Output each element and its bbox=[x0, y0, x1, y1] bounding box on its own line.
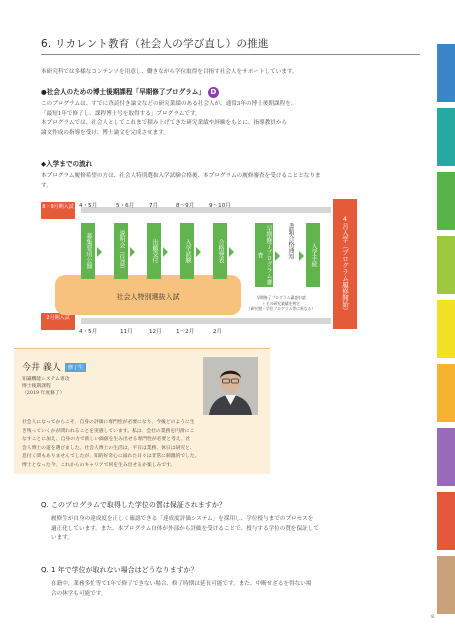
section-color-tabs bbox=[437, 44, 455, 620]
review-note-line: ＋その研究業績を判定 bbox=[262, 300, 300, 306]
step-enrollment-procedure: 入学手続 bbox=[306, 223, 320, 287]
step-exam: 入学試験 bbox=[180, 223, 194, 279]
april-entrance: 4月入学（プログラム履修開始） bbox=[333, 199, 357, 329]
step-result: 合格発表 bbox=[213, 223, 227, 279]
color-tab bbox=[437, 44, 455, 102]
program-line: 論文作成の指導を受け、博士論文を完成させます。 bbox=[41, 129, 169, 136]
month-label: 5・6月 bbox=[116, 203, 135, 209]
lane-label-top: 8・9月期入試 bbox=[41, 202, 75, 219]
arrow-right-icon bbox=[163, 247, 168, 257]
color-tab bbox=[437, 556, 455, 614]
flow-intro bbox=[41, 172, 416, 191]
graduate-badge: 修了生 bbox=[65, 363, 87, 372]
graduate-name-text: 今井 義人 bbox=[22, 363, 61, 373]
arrow-right-icon bbox=[130, 247, 135, 257]
color-tab bbox=[437, 364, 455, 422]
month-label: 12月 bbox=[149, 329, 162, 335]
review-note-line: （研究歴・学位プログラム等に異なる） bbox=[246, 306, 316, 311]
lane-label-bottom: 2月期入試 bbox=[41, 313, 75, 330]
page-title: 6. リカレント教育（社会人の学び直し）の推進 bbox=[41, 38, 269, 50]
faq-answer-line: 合の休学も可能です。 bbox=[51, 590, 107, 597]
document-pass-notice: 書類合格通知 bbox=[287, 223, 294, 259]
faq-answer bbox=[51, 515, 421, 544]
graduate-meta-line: （2019 年度修了） bbox=[22, 391, 65, 396]
graduate-comment bbox=[22, 419, 268, 471]
month-label: 4・5月 bbox=[79, 203, 98, 209]
graduate-comment-line: なすことに加え、自身の力で新しい価値を生み出せる専門性が必要と考え、社 bbox=[22, 437, 191, 443]
flow-heading: ◆入学までの流れ bbox=[41, 160, 93, 168]
flow-intro-line: す。 bbox=[41, 182, 52, 189]
doctoral-badge: D bbox=[208, 87, 219, 98]
graduate-comment-line: 社会人になってからこそ、自身の評価に専門性が必要になり、今後どのように生 bbox=[22, 420, 195, 425]
month-label: 11月 bbox=[120, 329, 133, 335]
graduate-comment-line: 博士となった今、これからのキャリアで何を生み出せるか楽しみです。 bbox=[22, 462, 176, 468]
special-exam-group-label: 社会人特別選抜入試 bbox=[116, 293, 180, 301]
color-tab bbox=[437, 236, 455, 294]
program-line: 「最短1年で修了し、課程博士号を取得する」プログラムです。 bbox=[41, 110, 201, 117]
faq-answer-line: います。 bbox=[51, 535, 73, 541]
faq-answer-line: 履修生が自身の達成度を正しく確認できる「達成度評価システム」を採用し、学位授与までのプロセスを bbox=[51, 516, 314, 522]
step-application: 出願受付 bbox=[147, 223, 161, 279]
graduate-photo bbox=[203, 357, 258, 415]
month-label: 7月 bbox=[149, 203, 159, 209]
color-tab bbox=[437, 492, 455, 550]
bottom-lane-bar bbox=[81, 318, 331, 324]
color-tab bbox=[437, 172, 455, 230]
program-line: このプログラムは、すでに査読付き論文などの研究業績のある社会人が、通常3年の博士後期課程を、 bbox=[41, 101, 297, 107]
color-tab bbox=[437, 428, 455, 486]
graduate-meta-line: 知識機能システム専攻 bbox=[22, 377, 70, 382]
program-paragraph bbox=[41, 100, 416, 138]
faq-answer bbox=[51, 580, 421, 599]
faq-question: Q. 1 年で学位が取れない場合はどうなりますか？ bbox=[41, 566, 198, 574]
flow-intro-line: 本プログラム履修希望の方は、社会人特別選抜入学試験合格後、本プログラムの履修審査を受けることとなりま bbox=[41, 173, 321, 179]
graduate-comment-line: き残っていくかが問われることを実感しています。私は、会社の業務を円滑にこ bbox=[22, 428, 195, 434]
graduate-meta-line: 博士後期課程 bbox=[22, 384, 51, 389]
month-label: 2月 bbox=[213, 329, 223, 335]
program-heading-text: ●社会人のための博士後期課程「早期修了プログラム」 bbox=[41, 88, 205, 96]
faq-answer-line: 適正化しています。また、本プログラム自体が外部から評価を受けることで、授与する学位の質を保証して bbox=[51, 525, 319, 532]
admission-flow-diagram bbox=[41, 199, 360, 337]
program-heading bbox=[41, 86, 219, 98]
step-recruitment: 募集要項公開 bbox=[81, 223, 95, 279]
arrow-right-icon bbox=[97, 247, 102, 257]
month-label: 9〜10月 bbox=[209, 203, 231, 209]
arrow-right-icon bbox=[299, 251, 304, 261]
month-label: 1〜2月 bbox=[176, 329, 195, 335]
graduate-name bbox=[22, 360, 86, 373]
month-label: 8〜9月 bbox=[176, 203, 195, 209]
page-number: 8 bbox=[431, 615, 434, 620]
graduate-comment-line: 会人博士の道を選びました。社会人博士の生活は、平日は業務、休日は研究と、 bbox=[22, 445, 195, 451]
faq-question: Q. このプログラムで取得した学位の質は保証されますか？ bbox=[41, 501, 226, 509]
program-line: 本プログラムでは、社会人としてこれまで積み上げてきた研究業績や経験をもとに、指導教員から bbox=[41, 120, 288, 126]
graduate-meta bbox=[22, 376, 142, 397]
intro-text: 本研究科では多様なコンテンツを用意し、働きながら学位取得を目指す社会人をサポートしています。 bbox=[41, 69, 298, 75]
graduate-comment-line: 息付く間もありませんでしたが、知的好奇心に溢れた日々は非常に刺激的でした。 bbox=[22, 454, 200, 460]
title-divider bbox=[41, 54, 420, 55]
arrow-right-icon bbox=[196, 247, 201, 257]
arrow-right-icon bbox=[275, 251, 280, 261]
color-tab bbox=[437, 108, 455, 166]
review-note bbox=[241, 295, 321, 312]
arrow-right-icon bbox=[229, 247, 234, 257]
profile-divider bbox=[14, 348, 270, 349]
faq-answer-line: 在籍中、業務多忙等で1年で修了できない場合、修了時期は延長可能です。また、中断せざるを得ない場 bbox=[51, 581, 312, 587]
step-briefing: 説明会（任意） bbox=[114, 223, 128, 279]
month-label: 4・5月 bbox=[79, 329, 98, 335]
review-note-line: 早期修了プログラム審査申請 bbox=[256, 295, 306, 300]
color-tab bbox=[437, 300, 455, 358]
early-program-review: 早期修了プログラム審査 bbox=[256, 225, 272, 285]
